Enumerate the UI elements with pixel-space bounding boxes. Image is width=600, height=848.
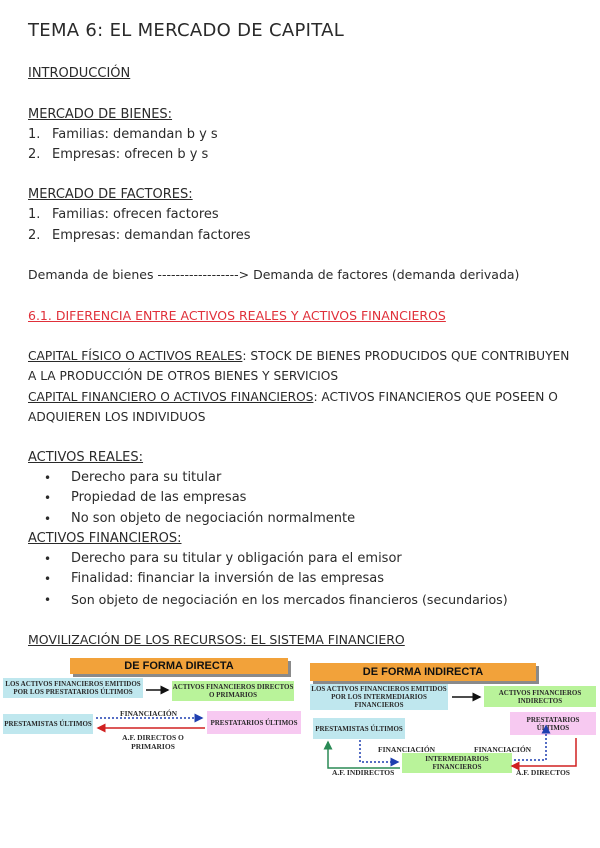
directa-prestamistas-box: PRESTAMISTAS ÚLTIMOS (3, 714, 93, 734)
capital-fisico-def: : STOCK DE BIENES PRODUCIDOS QUE CONTRIBUYEN (242, 349, 570, 363)
mercado-factores-heading: MERCADO DE FACTORES: (28, 187, 193, 202)
indirecta-af-directos-label: A.F. DIRECTOS (516, 768, 570, 777)
bullet: • (44, 512, 52, 526)
bullet: • (44, 491, 52, 505)
bullet: • (44, 552, 52, 566)
indirecta-intermediarios-box: INTERMEDIARIOS FINANCIEROS (402, 753, 512, 773)
indirecta-financiacion-left: FINANCIACIÓN (378, 745, 436, 754)
list-item: No son objeto de negociación normalmente (71, 511, 356, 526)
capital-financiero-label: CAPITAL FINANCIERO O ACTIVOS FINANCIEROS (28, 390, 314, 404)
list-number: 1. (28, 207, 41, 222)
page-title: TEMA 6: EL MERCADO DE CAPITAL (28, 20, 345, 41)
list-item: Empresas: demandan factores (52, 228, 251, 243)
indirecta-emitidos-box: LOS ACTIVOS FINANCIEROS EMITIDOS POR LOS INTERMEDIARIOS FINANCIEROS (311, 685, 447, 709)
indirecta-prestatarios-box: PRESTATARIOS ÚLTIMOS (510, 712, 596, 735)
bullet: • (44, 572, 52, 586)
capital-financiero-def: : ACTIVOS FINANCIEROS QUE POSEEN O (313, 390, 558, 404)
list-item: Derecho para su titular (71, 470, 222, 485)
section-heading: 6.1. DIFERENCIA ENTRE ACTIVOS REALES Y ACTIVOS FINANCIEROS (28, 308, 446, 323)
list-item: Familias: demandan b y s (52, 127, 218, 142)
list-item: Son objeto de negociación en los mercados financieros (secundarios) (71, 592, 508, 607)
capital-financiero-line (28, 389, 558, 405)
intro-heading: INTRODUCCIÓN (28, 66, 131, 81)
activos-reales-heading: ACTIVOS REALES: (28, 450, 144, 465)
indirecta-red-arrow (512, 738, 576, 766)
list-item: Propiedad de las empresas (71, 490, 247, 505)
directa-prestatarios-box: PRESTATARIOS ÚLTIMOS (207, 711, 301, 734)
bullet: • (44, 593, 52, 607)
directa-header: DE FORMA DIRECTA (70, 658, 288, 674)
activos-financieros-heading: ACTIVOS FINANCIEROS: (28, 531, 182, 546)
indirecta-green-arrow (328, 742, 400, 768)
indirecta-prestamistas-box: PRESTAMISTAS ÚLTIMOS (313, 718, 405, 739)
indirecta-blue-arrow-left (360, 740, 398, 762)
capital-financiero-line2: ADQUIEREN LOS INDIVIDUOS (28, 410, 206, 424)
indirecta-financiacion-right: FINANCIACIÓN (474, 745, 532, 754)
indirecta-af-indirectos-label: A.F. INDIRECTOS (332, 768, 395, 777)
list-number: 1. (28, 127, 41, 142)
list-item: Empresas: ofrecen b y s (52, 147, 209, 162)
directa-financiacion-label: FINANCIACIÓN (120, 709, 178, 718)
directa-activos-box: ACTIVOS FINANCIEROS DIRECTOS O PRIMARIOS (172, 683, 294, 699)
bullet: • (44, 471, 52, 485)
mercado-bienes-heading: MERCADO DE BIENES: (28, 107, 173, 122)
indirecta-activos-box: ACTIVOS FINANCIEROS INDIRECTOS (484, 686, 596, 707)
demanda-derivada-line: Demanda de bienes ------------------> Demanda de factores (demanda derivada) (28, 267, 520, 282)
directa-af-label: A.F. DIRECTOS O PRIMARIOS (122, 733, 184, 751)
list-item: Derecho para su titular y obligación para el emisor (71, 551, 402, 566)
indirecta-blue-arrow-right (514, 726, 546, 760)
directa-arrows (0, 650, 300, 750)
movilizacion-heading: MOVILIZACIÓN DE LOS RECURSOS: EL SISTEMA FINANCIERO (28, 632, 405, 647)
indirecta-arrows (300, 650, 600, 780)
capital-fisico-line2: A LA PRODUCCIÓN DE OTROS BIENES Y SERVICIOS (28, 369, 339, 383)
list-item: Familias: ofrecen factores (52, 207, 219, 222)
capital-fisico-line (28, 348, 569, 364)
capital-fisico-label: CAPITAL FÍSICO O ACTIVOS REALES (28, 349, 243, 363)
indirecta-header: DE FORMA INDIRECTA (310, 663, 536, 681)
directa-emitidos-box: LOS ACTIVOS FINANCIEROS EMITIDOS POR LOS PRESTATARIOS ÚLTIMOS (3, 678, 143, 698)
list-item: Finalidad: financiar la inversión de las empresas (71, 571, 385, 586)
list-number: 2. (28, 228, 41, 243)
list-number: 2. (28, 147, 41, 162)
